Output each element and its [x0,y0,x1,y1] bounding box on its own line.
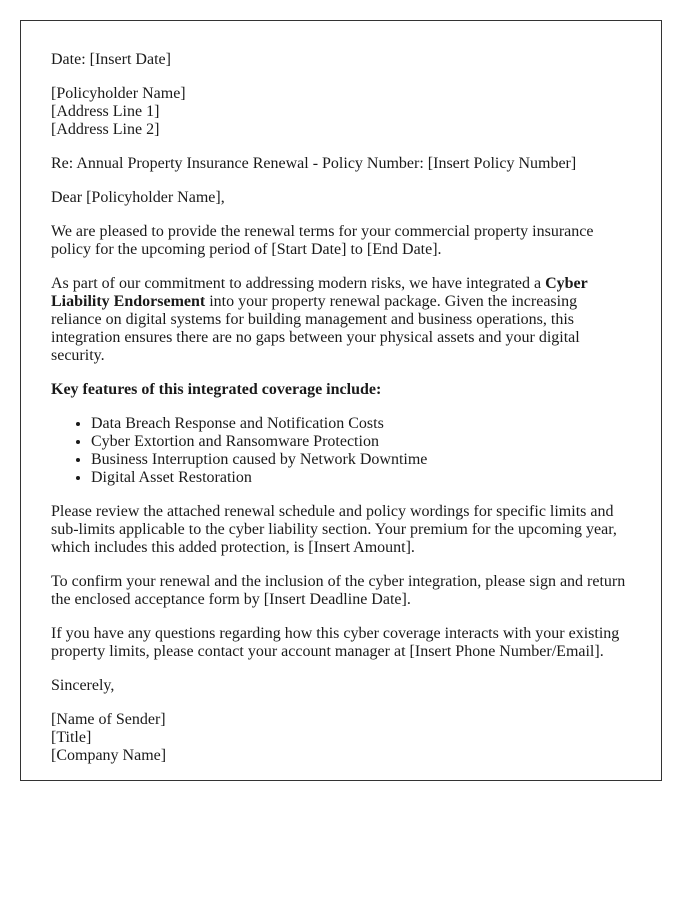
cyber-text-after: into your property renewal package. Given the increasing reliance on digital systems for building management and business operations, this integration ensures there are no gaps between your physical assets and your digital security. [51,293,580,364]
paragraph-intro: We are pleased to provide the renewal terms for your commercial property insurance policy for the upcoming period of [Start Date] to [End Date]. [51,223,594,258]
feature-item: • Cyber Extortion and Ransomware Protection [91,433,631,451]
closing: Sincerely, [51,677,115,694]
paragraph-confirm: To confirm your renewal and the inclusion of the cyber integration, please sign and return the enclosed acceptance form by [Insert Deadline Date]. [51,573,626,608]
features-heading-text: Key features of this integrated coverage include: [51,381,382,398]
paragraph-review: Please review the attached renewal schedule and policy wordings for specific limits and sub-limits applicable to the cyber liability section. Your premium for the upcoming year, which includes this added protection, is [Insert Amount]. [51,503,617,556]
paragraph-questions: If you have any questions regarding how this cyber coverage interacts with your existing property limits, please contact your account manager at [Insert Phone Number/Email]. [51,625,620,660]
salutation: Dear [Policyholder Name], [51,189,225,206]
features-heading [51,381,631,399]
signature-block [51,711,631,765]
recipient-address-1: [Address Line 1] [51,103,160,120]
signature-company: [Company Name] [51,747,167,764]
paragraph-cyber-endorsement [51,275,631,365]
recipient-name: [Policyholder Name] [51,85,186,102]
feature-item: • Business Interruption caused by Network Downtime [91,451,631,469]
signature-name: [Name of Sender] [51,711,166,728]
signature-title: [Title] [51,729,92,746]
cyber-text-before: As part of our commitment to addressing modern risks, we have integrated a [51,275,546,292]
recipient-address-2: [Address Line 2] [51,121,160,138]
letter-container [20,20,662,781]
date-line: Date: [Insert Date] [51,51,171,68]
cyber-endorsement-bold: Cyber Liability Endorsement [51,275,588,310]
feature-item: • Digital Asset Restoration [91,469,631,487]
recipient-block [51,85,631,139]
features-list [51,415,631,487]
feature-item: • Data Breach Response and Notification Costs [91,415,631,433]
subject-line: Re: Annual Property Insurance Renewal - Policy Number: [Insert Policy Number] [51,155,577,172]
